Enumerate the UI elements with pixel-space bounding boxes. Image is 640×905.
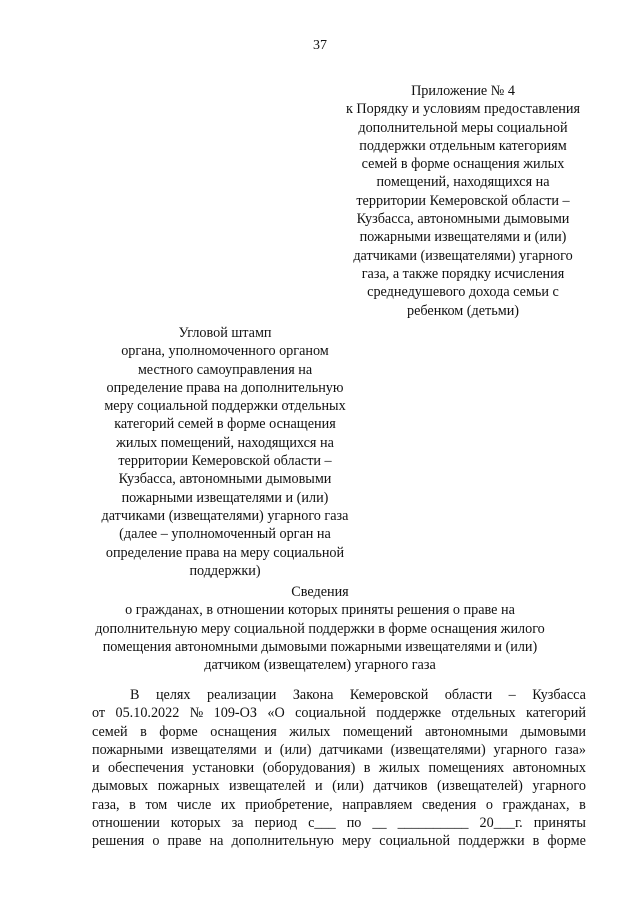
body-word: оснащения bbox=[210, 723, 277, 740]
body-word: извещателями bbox=[171, 741, 257, 758]
body-paragraph bbox=[92, 686, 586, 851]
stamp-line: определение права на дополнительную bbox=[106, 379, 344, 396]
stamp-line: категорий семей в форме оснащения bbox=[114, 416, 336, 433]
body-word: автономных bbox=[512, 760, 586, 777]
body-line bbox=[92, 814, 586, 832]
stamp-line: пожарными извещателями и (или) bbox=[121, 489, 329, 506]
body-word: угарного bbox=[493, 741, 548, 758]
body-word: о bbox=[152, 833, 160, 850]
title-line: датчиком (извещателем) угарного газа bbox=[204, 657, 436, 674]
body-word: 05.10.2022 bbox=[115, 705, 180, 722]
body-word: дымовыми bbox=[520, 723, 586, 740]
body-word: 20___г. bbox=[479, 815, 523, 832]
body-word: датчиками bbox=[319, 741, 383, 758]
body-word: приобретение, bbox=[245, 796, 333, 813]
body-line bbox=[92, 723, 586, 741]
document-title-block bbox=[82, 583, 558, 674]
body-word: извещателей bbox=[229, 778, 306, 795]
title-line: дополнительную меру социальной поддержки в форме оснащения жилого bbox=[95, 620, 545, 637]
stamp-line: территории Кемеровской области – bbox=[118, 453, 332, 470]
appendix-line: помещений, находящихся на bbox=[376, 174, 550, 191]
body-word: Кузбасса bbox=[532, 687, 586, 703]
body-word: которых bbox=[170, 815, 221, 832]
body-word: о bbox=[485, 796, 493, 813]
body-word: категорий bbox=[526, 705, 586, 722]
body-word: гражданах, bbox=[502, 796, 570, 813]
body-word: угарного bbox=[532, 778, 586, 795]
body-word: жилых bbox=[378, 760, 421, 777]
appendix-line: среднедушевого дохода семьи с bbox=[367, 284, 559, 301]
body-line bbox=[92, 704, 586, 722]
body-word: Закона bbox=[292, 687, 334, 703]
stamp-line: поддержки) bbox=[189, 562, 261, 579]
appendix-line: Кузбасса, автономными дымовыми bbox=[356, 211, 570, 228]
body-word: их bbox=[220, 796, 236, 813]
body-word: по bbox=[346, 815, 362, 832]
body-word: форме bbox=[547, 833, 586, 850]
body-word: сведения bbox=[421, 796, 477, 813]
body-word: пожарными bbox=[92, 741, 164, 758]
appendix-line: к Порядку и условиям предоставления bbox=[345, 101, 581, 118]
body-word: газа» bbox=[554, 741, 586, 758]
body-word: дополнительную bbox=[231, 833, 334, 850]
body-word: и bbox=[314, 778, 323, 795]
body-word: (оборудования) bbox=[262, 760, 356, 777]
body-word: № bbox=[189, 705, 204, 722]
body-word: том bbox=[145, 796, 168, 813]
body-line bbox=[92, 686, 586, 704]
body-word: и bbox=[92, 760, 100, 777]
appendix-line: территории Кемеровской области – bbox=[356, 192, 570, 209]
body-line bbox=[92, 741, 586, 759]
body-word: (или) bbox=[332, 778, 364, 795]
body-word: 109-ОЗ bbox=[213, 705, 257, 722]
body-line bbox=[92, 777, 586, 795]
document-title-subtitle bbox=[82, 601, 558, 674]
body-word: газа, bbox=[92, 796, 120, 813]
title-line: помещения автономными дымовыми пожарными извещателями и (или) bbox=[102, 638, 538, 655]
body-word: форме bbox=[159, 723, 198, 740]
body-word: __ bbox=[372, 815, 387, 832]
appendix-line: пожарными извещателями и (или) bbox=[359, 229, 567, 246]
body-word: числе bbox=[176, 796, 212, 813]
body-word: автономными bbox=[425, 723, 508, 740]
body-word: помещений bbox=[342, 723, 413, 740]
body-word: в bbox=[579, 796, 586, 813]
stamp-line: Угловой штамп bbox=[178, 325, 272, 341]
body-word: социальной bbox=[295, 705, 366, 722]
body-word: датчиков bbox=[373, 778, 428, 795]
body-word: (извещателей) bbox=[436, 778, 523, 795]
body-word: меру bbox=[341, 833, 372, 850]
body-word: в bbox=[532, 833, 540, 850]
body-word: с___ bbox=[308, 815, 336, 832]
body-word: на bbox=[209, 833, 224, 850]
body-word: пожарных bbox=[157, 778, 220, 795]
document-title-heading: Сведения bbox=[291, 584, 349, 600]
body-word: В bbox=[130, 687, 140, 703]
body-word: дымовых bbox=[92, 778, 149, 795]
stamp-line: меру социальной поддержки отдельных bbox=[104, 398, 346, 415]
stamp-line: определение права на меру социальной bbox=[105, 544, 345, 561]
appendix-line: датчиками (извещателями) угарного bbox=[353, 247, 573, 264]
body-word: и bbox=[264, 741, 272, 758]
appendix-line: семей в форме оснащения жилых bbox=[361, 156, 565, 173]
body-word: социальной bbox=[379, 833, 451, 850]
stamp-line: Кузбасса, автономными дымовыми bbox=[118, 471, 332, 488]
stamp-line: местного самоуправления на bbox=[137, 361, 313, 378]
body-word: поддержке bbox=[376, 705, 442, 722]
appendix-line: ребенком (детьми) bbox=[406, 302, 520, 319]
body-line bbox=[92, 832, 586, 850]
body-word: в bbox=[140, 723, 147, 740]
body-word: отношении bbox=[92, 815, 160, 832]
appendix-line: Приложение № 4 bbox=[411, 83, 515, 99]
body-word: Кемеровской bbox=[349, 687, 429, 703]
body-word: (или) bbox=[279, 741, 312, 758]
appendix-line: поддержки отдельным категориям bbox=[359, 137, 567, 154]
body-word: за bbox=[231, 815, 244, 832]
body-word: от bbox=[92, 705, 106, 722]
body-word: области bbox=[444, 687, 493, 703]
body-word: «О bbox=[267, 705, 285, 722]
body-line bbox=[92, 796, 586, 814]
body-word: реализации bbox=[207, 687, 277, 703]
body-word: в bbox=[363, 760, 371, 777]
body-word: решения bbox=[92, 833, 145, 850]
body-line bbox=[92, 759, 586, 777]
body-word: __________ bbox=[397, 815, 469, 832]
body-word: установки bbox=[192, 760, 255, 777]
body-word: помещениях bbox=[428, 760, 505, 777]
body-word: семей bbox=[92, 723, 128, 740]
body-word: отдельных bbox=[451, 705, 516, 722]
page-number: 37 bbox=[313, 38, 327, 53]
body-word: период bbox=[254, 815, 298, 832]
title-line: о гражданах, в отношении которых приняты решения о праве на bbox=[125, 602, 515, 619]
stamp-line: жилых помещений, находящихся на bbox=[116, 434, 334, 451]
body-word: целях bbox=[155, 687, 191, 703]
appendix-header bbox=[328, 82, 598, 320]
body-word: праве bbox=[167, 833, 202, 850]
body-word: (извещателями) bbox=[390, 741, 486, 758]
body-word: направляем bbox=[342, 796, 413, 813]
stamp-line: датчиками (извещателями) угарного газа bbox=[101, 507, 349, 524]
body-word: – bbox=[508, 687, 516, 703]
appendix-line: газа, а также порядку исчисления bbox=[361, 265, 565, 282]
body-word: в bbox=[129, 796, 136, 813]
stamp-line: органа, уполномоченного органом bbox=[121, 343, 329, 360]
body-word: поддержки bbox=[458, 833, 525, 850]
appendix-line: дополнительной меры социальной bbox=[358, 119, 568, 136]
body-word: обеспечения bbox=[108, 760, 184, 777]
body-word: приняты bbox=[533, 815, 586, 832]
body-word: жилых bbox=[289, 723, 331, 740]
corner-stamp-block bbox=[92, 324, 358, 580]
stamp-line: (далее – уполномоченный орган на bbox=[119, 526, 331, 543]
